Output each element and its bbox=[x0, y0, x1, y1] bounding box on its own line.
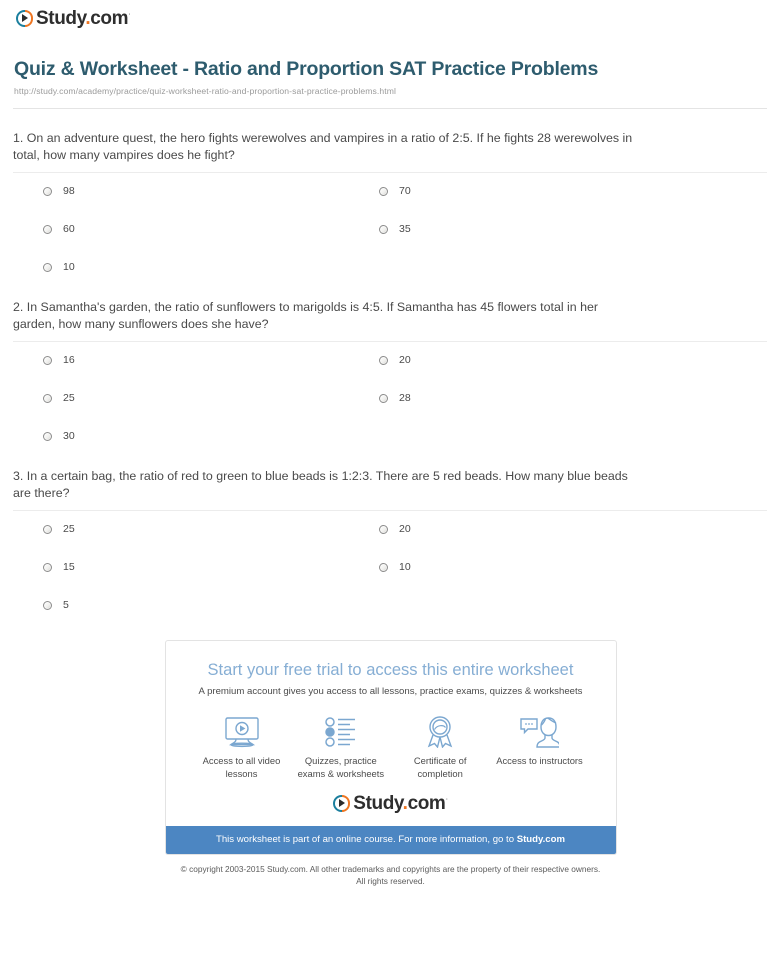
promo-feature bbox=[392, 714, 488, 780]
radio-button[interactable] bbox=[43, 225, 52, 234]
question-item bbox=[13, 447, 767, 616]
promo-feature-label: Quizzes, practice exams & worksheets bbox=[297, 755, 385, 779]
answer-option-label: 35 bbox=[399, 223, 411, 235]
instructor-chat-icon bbox=[491, 714, 587, 748]
promo-logo-wordmark bbox=[353, 794, 447, 813]
answer-option[interactable] bbox=[379, 355, 411, 366]
radio-button[interactable] bbox=[43, 601, 52, 610]
answer-option-label: 28 bbox=[399, 392, 411, 404]
answer-option[interactable] bbox=[43, 393, 75, 404]
answer-option[interactable] bbox=[379, 186, 411, 197]
monitor-play-icon bbox=[194, 714, 290, 748]
question-item bbox=[13, 278, 767, 447]
promo-logo-word-study: Study bbox=[353, 793, 403, 814]
radio-button[interactable] bbox=[379, 563, 388, 572]
answer-option-label: 30 bbox=[63, 430, 75, 442]
answer-option-label: 10 bbox=[399, 561, 411, 573]
radio-button[interactable] bbox=[43, 263, 52, 272]
radio-button[interactable] bbox=[43, 394, 52, 403]
promo-headline: Start your free trial to access this entire worksheet bbox=[207, 661, 574, 679]
promo-subtext: A premium account gives you access to all lessons, practice exams, quizzes & worksheets bbox=[198, 686, 583, 697]
answer-option-label: 10 bbox=[63, 261, 75, 273]
promo-logo-trademark: · bbox=[445, 794, 448, 804]
promo-feature bbox=[293, 714, 389, 780]
question-text: 3. In a certain bag, the ratio of red to green to blue beads is 1:2:3. There are 5 red beads. How many blue beads are there? bbox=[13, 469, 628, 500]
question-divider bbox=[13, 172, 767, 173]
answer-option[interactable] bbox=[43, 431, 75, 442]
logo-dot: . bbox=[85, 8, 91, 29]
promo-feature-label: Certificate of completion bbox=[413, 755, 467, 779]
promo-feature bbox=[194, 714, 290, 780]
logo-word-com: com bbox=[90, 8, 129, 29]
logo-word-study: Study bbox=[36, 8, 86, 29]
answer-option[interactable] bbox=[43, 262, 75, 273]
copyright-line-1: © copyright 2003-2015 Study.com. All other trademarks and copyrights are the property of their respective owners. bbox=[180, 864, 601, 874]
answer-option-label: 70 bbox=[399, 185, 411, 197]
answer-options bbox=[13, 518, 767, 616]
award-ribbon-icon bbox=[392, 714, 488, 748]
copyright-line-2: All rights reserved. bbox=[356, 875, 425, 886]
promo-logo-row bbox=[166, 780, 616, 826]
question-item bbox=[13, 109, 767, 278]
promo-logo-dot: . bbox=[402, 793, 408, 814]
question-divider bbox=[13, 341, 767, 342]
answer-option-label: 25 bbox=[63, 523, 75, 535]
promo-study-com-logo[interactable] bbox=[333, 794, 447, 813]
logo-trademark: · bbox=[128, 9, 131, 19]
answer-option[interactable] bbox=[379, 393, 411, 404]
answer-option[interactable] bbox=[43, 600, 69, 611]
question-text: 2. In Samantha's garden, the ratio of sunflowers to marigolds is 4:5. If Samantha has 45 flowers total in her garden, how many sunflowers does she have? bbox=[13, 300, 599, 331]
promo-feature-label: Access to instructors bbox=[496, 755, 583, 766]
question-text: 1. On an adventure quest, the hero fights werewolves and vampires in a ratio of 2:5. If he fights 28 werewolves in total, how many vampires does he fight? bbox=[13, 131, 633, 162]
copyright-footer bbox=[0, 855, 781, 887]
radio-button[interactable] bbox=[379, 225, 388, 234]
study-com-logo[interactable] bbox=[16, 9, 130, 28]
radio-button[interactable] bbox=[379, 394, 388, 403]
header-logo-row bbox=[0, 0, 781, 32]
answer-option-label: 98 bbox=[63, 185, 75, 197]
promo-banner-text: This worksheet is part of an online course. For more information, go to bbox=[215, 834, 517, 845]
answer-option-label: 16 bbox=[63, 354, 75, 366]
page-title: Quiz & Worksheet - Ratio and Proportion SAT Practice Problems bbox=[14, 58, 599, 80]
answer-option[interactable] bbox=[379, 224, 411, 235]
answer-option-label: 60 bbox=[63, 223, 75, 235]
answer-option[interactable] bbox=[379, 524, 411, 535]
radio-button[interactable] bbox=[43, 563, 52, 572]
answer-option[interactable] bbox=[43, 355, 75, 366]
checklist-icon bbox=[293, 714, 389, 748]
answer-option-label: 20 bbox=[399, 354, 411, 366]
promo-banner-link[interactable]: Study.com bbox=[516, 834, 566, 845]
promo-logo-word-com: com bbox=[407, 793, 446, 814]
page-url: http://study.com/academy/practice/quiz-worksheet-ratio-and-proportion-sat-practice-problems.html bbox=[14, 86, 396, 96]
question-divider bbox=[13, 510, 767, 511]
title-block bbox=[0, 32, 781, 96]
radio-button[interactable] bbox=[43, 356, 52, 365]
promo-feature-label: Access to all video lessons bbox=[202, 755, 281, 779]
logo-wordmark bbox=[36, 9, 130, 28]
radio-button[interactable] bbox=[43, 432, 52, 441]
radio-button[interactable] bbox=[43, 187, 52, 196]
answer-option[interactable] bbox=[43, 186, 75, 197]
answer-options bbox=[13, 180, 767, 278]
play-circle-icon bbox=[16, 10, 33, 27]
promo-card-wrapper bbox=[0, 640, 781, 855]
radio-button[interactable] bbox=[379, 525, 388, 534]
answer-option[interactable] bbox=[379, 562, 411, 573]
promo-banner bbox=[166, 826, 616, 854]
promo-feature-list bbox=[166, 698, 616, 780]
answer-option-label: 15 bbox=[63, 561, 75, 573]
radio-button[interactable] bbox=[379, 187, 388, 196]
answer-option[interactable] bbox=[43, 562, 75, 573]
answer-option[interactable] bbox=[43, 224, 75, 235]
answer-options bbox=[13, 349, 767, 447]
answer-option[interactable] bbox=[43, 524, 75, 535]
answer-option-label: 20 bbox=[399, 523, 411, 535]
questions-list bbox=[0, 109, 781, 616]
radio-button[interactable] bbox=[379, 356, 388, 365]
play-circle-icon bbox=[333, 795, 350, 812]
free-trial-promo-card bbox=[165, 640, 617, 855]
answer-option-label: 5 bbox=[63, 599, 69, 611]
promo-feature bbox=[491, 714, 587, 780]
radio-button[interactable] bbox=[43, 525, 52, 534]
answer-option-label: 25 bbox=[63, 392, 75, 404]
